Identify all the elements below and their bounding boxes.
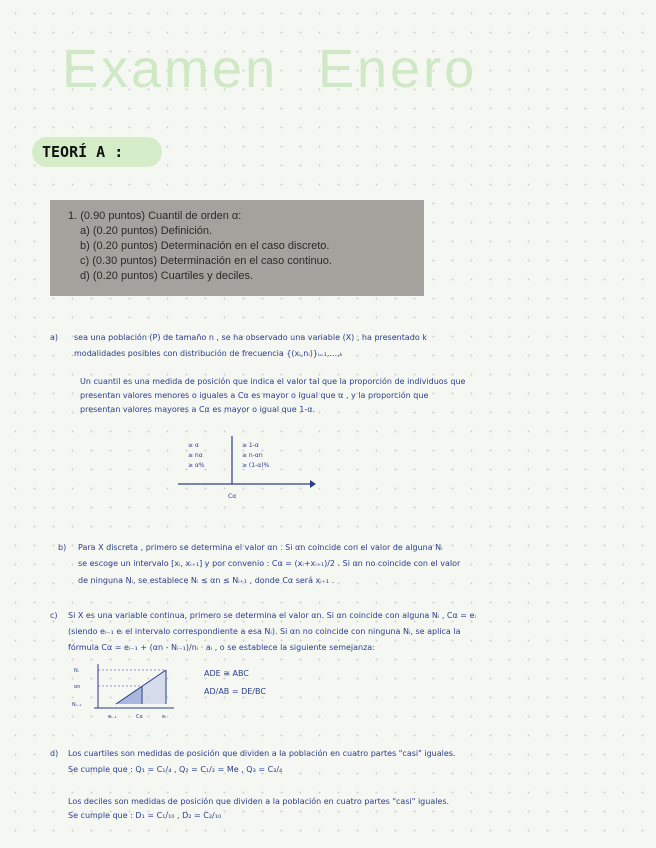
axis-label-calpha: Cα	[228, 493, 237, 500]
answer-c-line: (siendo eᵢ₋₁ eᵢ el intervalo correspondiente a esa Nᵢ). Si αn no coincide con ninguna Nᵢ, se aplica la	[68, 627, 461, 636]
answer-c-label: c)	[50, 611, 58, 620]
similarity-statement: ADE ≅ ABC	[204, 669, 249, 678]
quantile-axis-diagram	[170, 432, 330, 502]
graph-y-mid: αn	[74, 684, 81, 690]
graph-y-low: Nᵢ₋₁	[72, 702, 82, 708]
answer-d-label: d)	[50, 749, 59, 758]
graph-y-top: Nᵢ	[74, 668, 79, 674]
left-ineq: ≥ nα	[188, 452, 203, 459]
answer-d-line: Los deciles son medidas de posición que dividen a la población en cuatro partes "casi" iguales.	[68, 797, 450, 806]
question-line: 1. (0.90 puntos) Cuantil de orden α:	[68, 210, 242, 222]
question-box	[50, 200, 424, 296]
answer-a-line: presentan valores menores o iguales a Cα es mayor o igual que α , y la proporción que	[80, 391, 429, 400]
section-tag-label: TEORÍ A :	[42, 143, 124, 161]
right-ineq: ≥ n-αn	[242, 452, 263, 459]
question-line: d) (0.20 puntos) Cuartiles y deciles.	[80, 270, 254, 282]
answer-d-line: Se cumple que : Q₁ = C₁/₄ , Q₂ = C₁/₂ = Me , Q₃ = C₃/₄	[68, 765, 283, 774]
answer-a-line: Un cuantil es una medida de posición que indica el valor tal que la proporción de individuos que	[80, 377, 466, 386]
axis-arrow-icon	[310, 480, 316, 488]
answer-b-line: se escoge un intervalo [xᵢ, xᵢ₊₁] y por convenio : Cα = (xᵢ+xᵢ₊₁)/2 . Si αn no coincide con el valor	[78, 559, 461, 568]
interpolation-graph	[70, 660, 180, 726]
answer-c-line: fórmula Cα = eᵢ₋₁ + (αn - Nᵢ₋₁)/nᵢ · aᵢ , o se establece la siguiente semejanza:	[68, 643, 375, 652]
section-tag	[32, 137, 162, 167]
answer-a-label: a)	[50, 333, 59, 342]
question-line: c) (0.30 puntos) Determinación en el caso continuo.	[80, 255, 332, 267]
right-ineq: ≥ (1-α)%	[242, 462, 270, 469]
answer-a-line: modalidades posibles con distribución de frecuencia {(xᵢ,nᵢ)}ᵢ₌₁,...,ₖ	[74, 349, 343, 358]
similarity-ratio: AD/AB = DE/BC	[204, 687, 266, 696]
answer-d-line: Los cuartiles son medidas de posición que dividen a la población en cuatro partes "casi" iguales.	[68, 749, 456, 758]
answer-b-label: b)	[58, 543, 67, 552]
answer-a-line: sea una población (P) de tamaño n , se ha observado una variable (X) , ha presentado k	[74, 333, 427, 342]
right-ineq: ≥ 1-α	[242, 442, 259, 449]
graph-x2: Cα	[136, 714, 143, 720]
left-ineq: ≥ α%	[188, 462, 205, 469]
question-line: b) (0.20 puntos) Determinación en el caso discreto.	[80, 240, 330, 252]
graph-x1: eᵢ₋₁	[108, 714, 117, 720]
title-enero: Enero	[318, 39, 478, 99]
answer-b-line: Para X discreta , primero se determina el valor αn . Si αn coincide con el valor de alguna Nᵢ	[78, 543, 443, 552]
graph-x3: eᵢ	[162, 714, 166, 720]
answer-a-line: presentan valores mayores a Cα es mayor o igual que 1-α.	[80, 405, 316, 414]
answer-c-line: Si X es una variable continua, primero se determina el valor αn. Si αn coincide con alguna Nᵢ , Cα = eᵢ	[68, 611, 476, 620]
answer-d-line: Se cumple que : D₁ = C₁/₁₀ , D₂ = C₂/₁₀	[68, 811, 222, 820]
question-line: a) (0.20 puntos) Definición.	[80, 225, 213, 237]
title-examen: Examen	[62, 39, 279, 99]
left-ineq: ≥ α	[188, 442, 199, 449]
answer-b-line: de ninguna Nᵢ, se establece Nᵢ ≤ αn ≤ Nᵢ₊₁ , donde Cα será xᵢ₊₁ .	[78, 576, 335, 585]
